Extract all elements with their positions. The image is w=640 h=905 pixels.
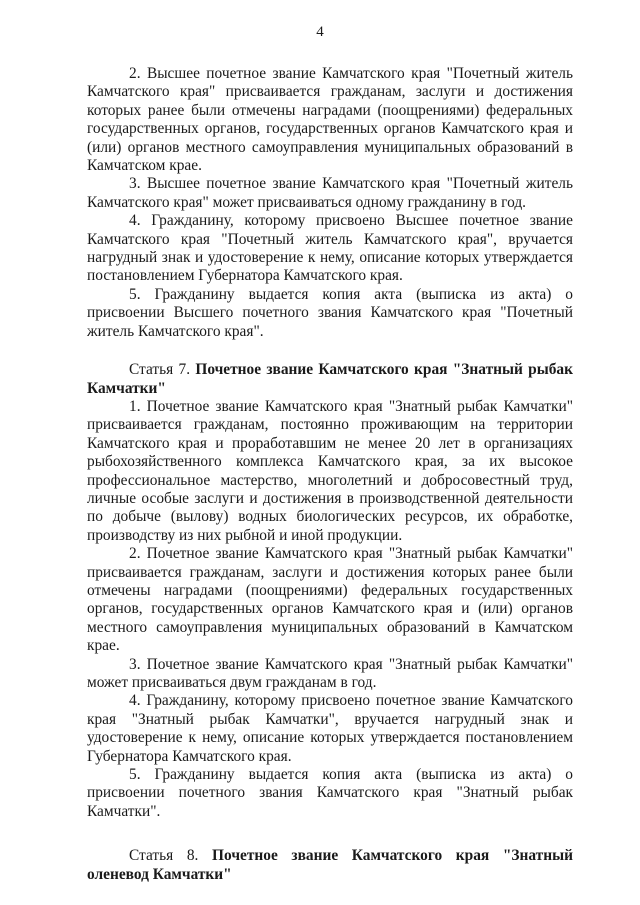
page-number: 4 bbox=[316, 24, 324, 40]
article-7-point-3: 3. Почетное звание Камчатского края "Знатный рыбак Камчатки" может присваиваться двум гражданам в год. bbox=[87, 655, 573, 691]
article-8-label: Статья 8. bbox=[129, 847, 199, 865]
article-8-heading bbox=[87, 847, 573, 884]
article-7-heading bbox=[87, 361, 573, 398]
article-7-title: Почетное звание Камчатского края "Знатный рыбак Камчатки" bbox=[87, 361, 573, 397]
article-6-point-2: 2. Высшее почетное звание Камчатского края "Почетный житель Камчатского края" присваивается гражданам, заслуги и достижения которых ранее были отмечены наградами (поощрениями) федеральных государственных органов, государственных органов Камчатского края и (или) органов местного самоуправления муниципальных образований в Камчатском крае. bbox=[87, 65, 573, 175]
article-7-body bbox=[87, 398, 573, 821]
article-8-title: Почетное звание Камчатского края "Знатный оленевод Камчатки" bbox=[87, 847, 573, 883]
article-7-point-4: 4. Гражданину, которому присвоено почетное звание Камчатского края "Знатный рыбак Камчатки", вручается нагрудный знак и удостоверение к нему, описание которых утверждается постановлением Губернатора Камчатского края. bbox=[87, 692, 573, 765]
article-7-label: Статья 7. bbox=[129, 361, 191, 379]
article-7-point-1: 1. Почетное звание Камчатского края "Знатный рыбак Камчатки" присваивается гражданам, постоянно проживающим на территории Камчатского края и проработавшим не менее 20 лет в организациях рыбохозяйственного комплекса Камчатского края, за их высокое профессиональное мастерство, многолетний и добросовестный труд, личные особые заслуги и достижения в производственной деятельности по добыче (вылову) водных биологических ресурсов, их обработке, производству из них рыбной и иной продукции. bbox=[87, 397, 573, 544]
article-7-point-5: 5. Гражданину выдается копия акта (выписка из акта) о присвоении почетного звания Камчатского края "Знатный рыбак Камчатки". bbox=[87, 766, 573, 820]
article-6-point-5: 5. Гражданину выдается копия акта (выписка из акта) о присвоении Высшего почетного звания Камчатского края "Почетный житель Камчатского края". bbox=[87, 285, 573, 340]
article-7-point-2: 2. Почетное звание Камчатского края "Знатный рыбак Камчатки" присваивается гражданам, заслуги и достижения которых ранее были отмечены наградами (поощрениями) федеральных государственных органов, государственных органов Камчатского края и (или) органов местного самоуправления муниципальных образований в Камчатском крае. bbox=[87, 545, 573, 655]
article-6-continuation bbox=[87, 65, 573, 341]
article-6-point-3: 3. Высшее почетное звание Камчатского края "Почетный житель Камчатского края" может присваиваться одному гражданину в год. bbox=[87, 175, 573, 211]
document-body bbox=[87, 65, 573, 884]
article-6-point-4: 4. Гражданину, которому присвоено Высшее почетное звание Камчатского края "Почетный житель Камчатского края", вручается нагрудный знак и удостоверение к нему, описание которых утверждается постановлением Губернатора Камчатского края. bbox=[87, 212, 573, 285]
